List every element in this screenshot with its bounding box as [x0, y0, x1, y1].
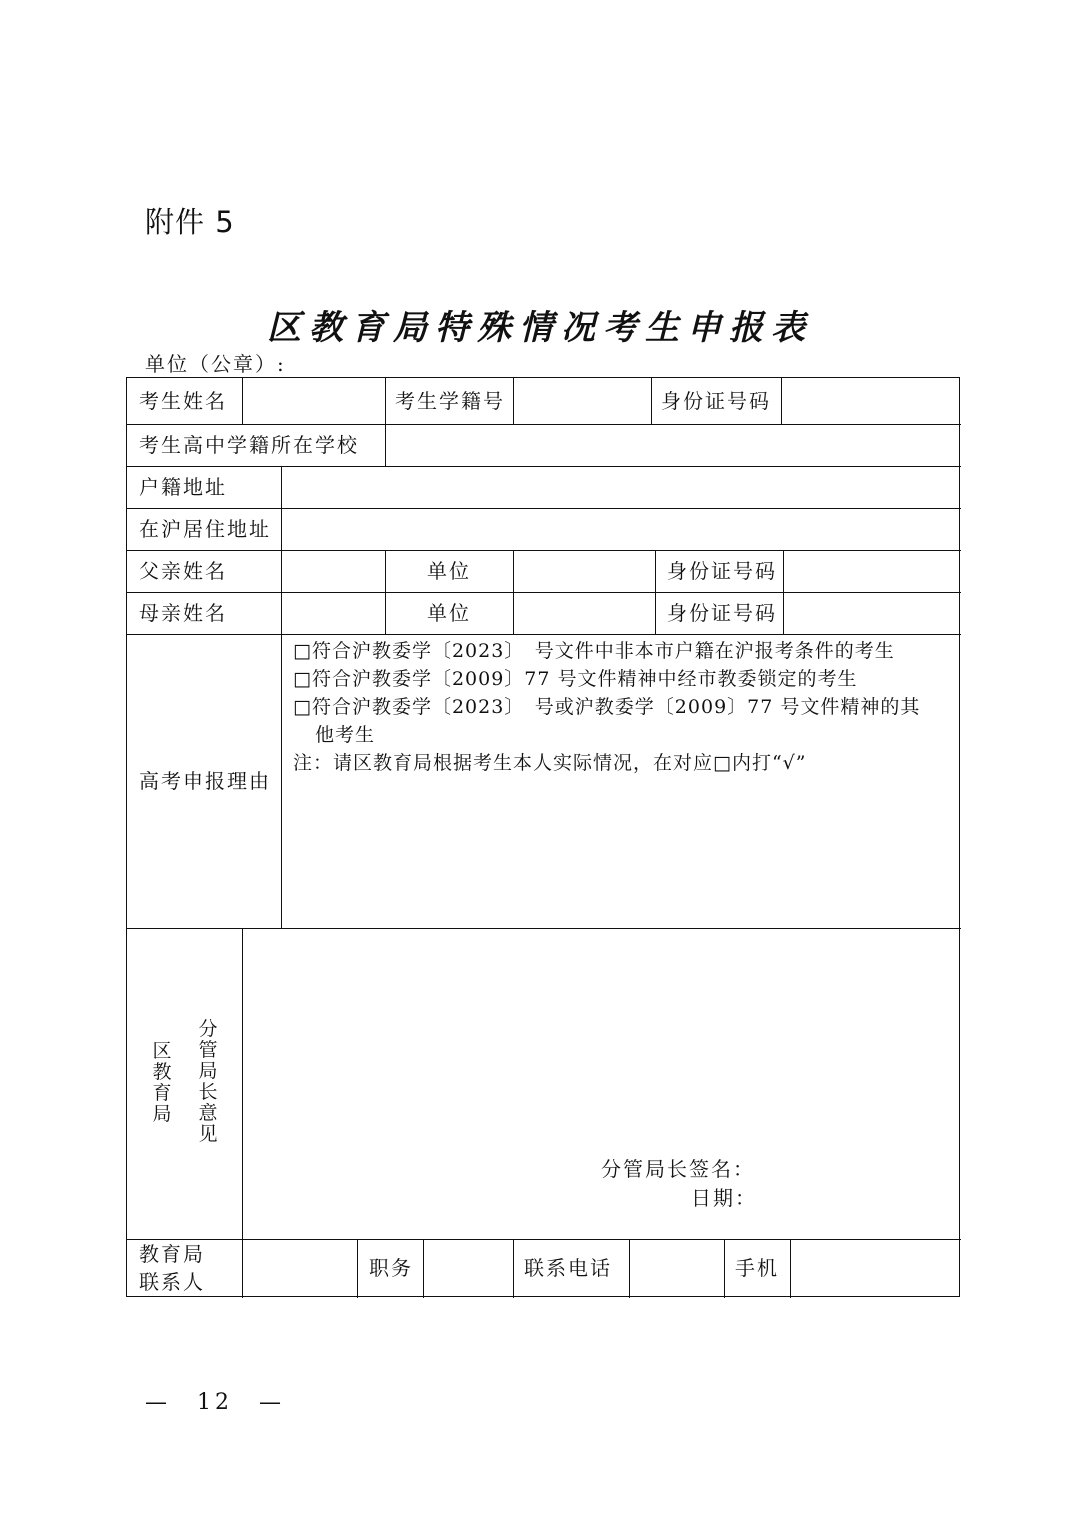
mother-employer-label: 单位 [427, 601, 471, 625]
mobile-label: 手机 [735, 1256, 779, 1280]
reason-option-2[interactable]: □符合沪教委学〔2009〕77 号文件精神中经市教委锁定的考生 [293, 668, 858, 690]
mother-id-number-label: 身份证号码 [667, 601, 777, 625]
signature-label: 分管局长签名： [601, 1157, 755, 1181]
page-number: — 12 — [145, 1390, 285, 1415]
unit-seal-label: 单位（公章）: [145, 352, 286, 376]
father-id-number-label: 身份证号码 [667, 559, 777, 583]
form-title: 区教育局特殊情况考生申报表 [267, 308, 813, 348]
school-label: 考生高中学籍所在学校 [139, 433, 359, 457]
position-label: 职务 [369, 1256, 413, 1280]
reason-option-3-cont: 他考生 [315, 724, 376, 746]
reason-options [293, 637, 963, 777]
id-number-label: 身份证号码 [661, 389, 771, 413]
attachment-label: 附件 5 [145, 205, 235, 239]
reason-option-1[interactable]: □符合沪教委学〔2023〕 号文件中非本市户籍在沪报考条件的考生 [293, 640, 895, 662]
contact-label-line1: 教育局 [139, 1242, 205, 1266]
bureau-vertical-label: 区教育局 [152, 1040, 172, 1125]
father-name-label: 父亲姓名 [139, 559, 227, 583]
opinion-vertical-label: 分管局长意见 [198, 1018, 218, 1145]
reason-option-3[interactable]: □符合沪教委学〔2023〕 号或沪教委学〔2009〕77 号文件精神的其 [293, 696, 921, 718]
date-label: 日期： [691, 1186, 757, 1210]
student-id-label: 考生学籍号 [395, 389, 505, 413]
shanghai-address-label: 在沪居住地址 [139, 517, 271, 541]
hukou-address-label: 户籍地址 [139, 475, 227, 499]
reason-label: 高考申报理由 [139, 769, 271, 793]
declaration-form-table [126, 377, 960, 1297]
mother-name-label: 母亲姓名 [139, 601, 227, 625]
student-name-label: 考生姓名 [139, 389, 227, 413]
reason-note: 注：请区教育局根据考生本人实际情况，在对应□内打“√” [293, 752, 807, 774]
father-employer-label: 单位 [427, 559, 471, 583]
contact-label-line2: 联系人 [139, 1270, 205, 1294]
phone-label: 联系电话 [524, 1256, 612, 1280]
